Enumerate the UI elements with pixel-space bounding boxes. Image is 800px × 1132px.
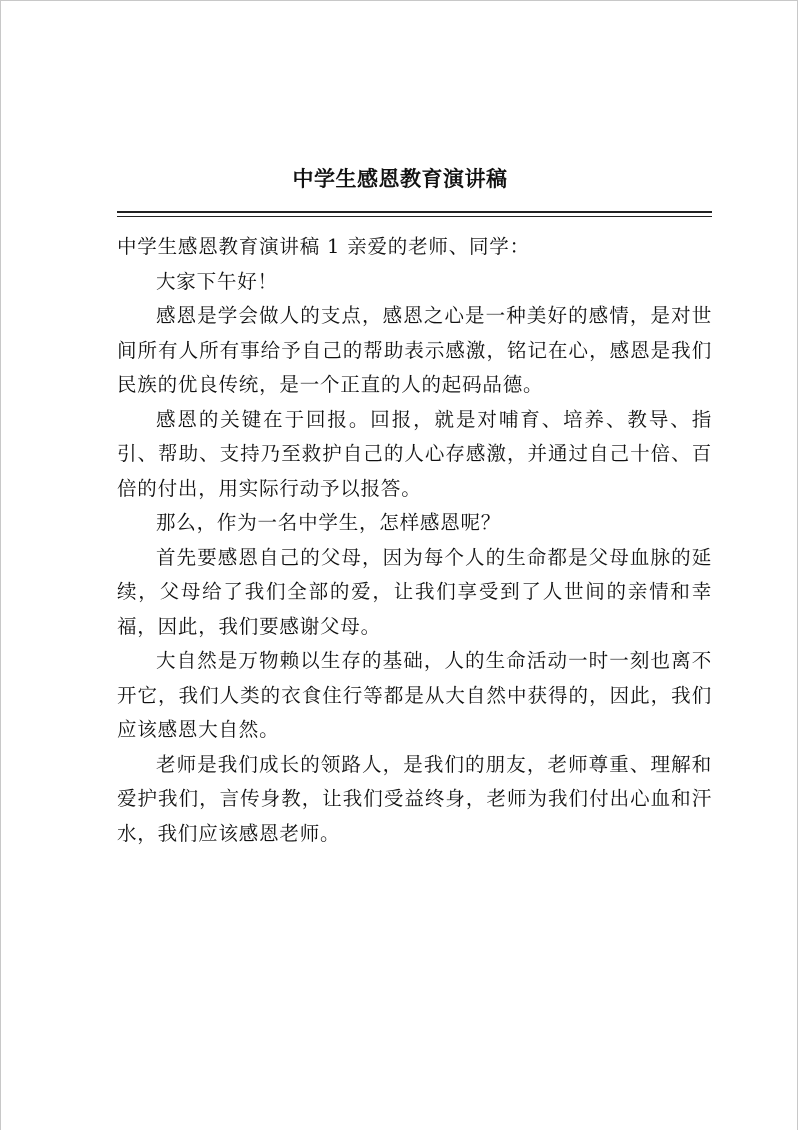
paragraph-salutation: 大家下午好！ [156,269,278,293]
paragraph-greeting-heading: 中学生感恩教育演讲稿 1 亲爱的老师、同学： [117,235,530,258]
title-rule-thick [117,211,712,213]
paragraph-parents: 首先要感恩自己的父母，因为每个人的生命都是父母血脉的延续，父母给了我们全部的爱，让我们享受到了人世间的亲情和幸福，因此，我们要感谢父母。 [117,545,712,638]
title-rule-thin [117,216,712,217]
document-title: 中学生感恩教育演讲稿 [292,166,508,191]
paragraph-teachers: 老师是我们成长的领路人，是我们的朋友，老师尊重、理解和爱护我们，言传身教，让我们受益终身，老师为我们付出心血和汗水，我们应该感恩老师。 [117,752,712,845]
paragraph-gratitude-definition: 感恩是学会做人的支点，感恩之心是一种美好的感情，是对世间所有人所有事给予自己的帮助表示感激，铭记在心，感恩是我们民族的优良传统，是一个正直的人的起码品德。 [117,304,712,396]
paragraph-nature: 大自然是万物赖以生存的基础，人的生命活动一时一刻也离不开它，我们人类的衣食住行等都是从大自然中获得的，因此，我们应该感恩大自然。 [117,649,712,741]
paragraph-gratitude-return: 感恩的关键在于回报。回报，就是对哺育、培养、教导、指引、帮助、支持乃至救护自己的人心存感激，并通过自己十倍、百倍的付出，用实际行动予以报答。 [117,407,712,500]
paragraph-question: 那么，作为一名中学生，怎样感恩呢？ [156,511,502,534]
document-body [117,230,712,851]
